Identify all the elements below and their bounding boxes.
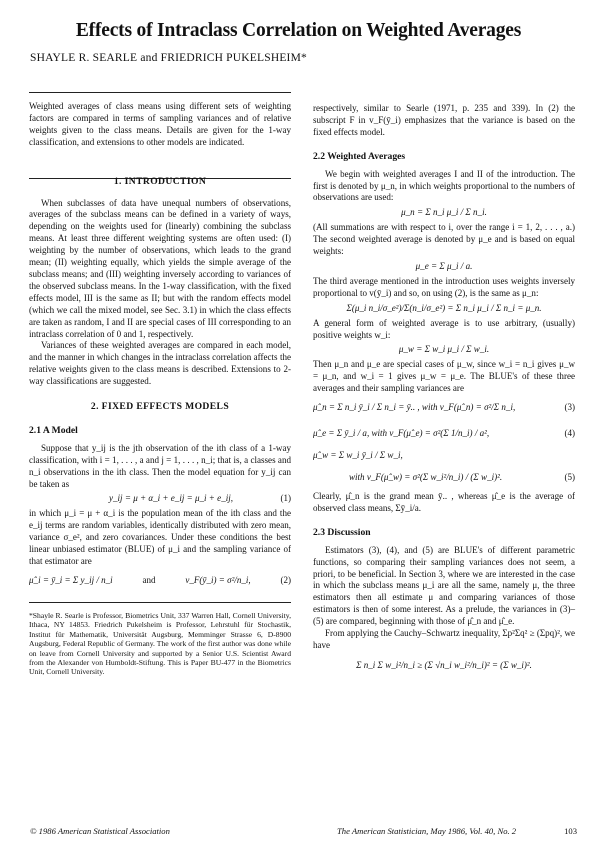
equation-2-number: (2) bbox=[280, 574, 291, 585]
paper-title: Effects of Intraclass Correlation on Weighted Averages bbox=[75, 20, 522, 41]
equation-5a bbox=[313, 447, 575, 465]
equation-2-and: and bbox=[142, 574, 156, 585]
abstract: Weighted averages of class means using different sets of weighting factors are compared in terms of sampling variances and of relative weights given to the class means. Details are given for the 1-way classification, and extensions to other models are indicated. bbox=[29, 101, 291, 147]
equation-3-body: μ̂_n = Σ n_i ȳ_i / Σ n_i = ȳ.. , with v_F(μ̂_n) = σ²/Σ n_i, bbox=[313, 402, 516, 413]
equation-3-number: (3) bbox=[564, 402, 575, 413]
equation-third-average: Σ(μ_i n_i/σ_e²)/Σ(n_i/σ_e²) = Σ n_i μ_i / Σ n_i = μ_n. bbox=[346, 302, 542, 313]
equation-mu-e: μ_e = Σ μ_i / a. bbox=[415, 260, 473, 271]
equation-2 bbox=[29, 568, 291, 594]
model-paragraph-1: Suppose that y_ij is the jth observation of the ith class of a 1-way classification, with i = 1, . . . , a and j = 1, . . . , n_i; that is, a classes and n_i observations in the ith class. Then the model equation for y_ij can be taken as bbox=[29, 442, 291, 489]
equation-5b-body: with v_F(μ̂_w) = σ²(Σ w_i²/n_i) / (Σ w_i)². bbox=[349, 472, 503, 483]
model-heading: 2.1 A Model bbox=[29, 424, 78, 436]
left-column bbox=[29, 101, 291, 677]
right-column bbox=[313, 103, 575, 675]
equation-1 bbox=[29, 493, 291, 505]
discussion-paragraph-1: Estimators (3), (4), and (5) are BLUE's of different parametric functions, so comparing their sampling variances does not seem, a priori, to be beneficial. In Section 3, where we are interested in the case in which the subclass means μ_i are all the same, namely μ, the three estimators then all estimate μ and comparing variances of those estimators is then of some interest. As a prelude, the variances in (3)–(5) are compared, beginning with those of μ̂_n and μ̂_e. bbox=[313, 544, 575, 627]
wa-paragraph-3: The third average mentioned in the introduction uses weights inversely proportional to v(ȳ_i) and so, on using (2), is the same as μ_n: bbox=[313, 275, 575, 298]
wa-paragraph-6: Clearly, μ̂_n is the grand mean ȳ.. , whereas μ̂_e is the average of observed class means, Σȳ_i/a. bbox=[313, 491, 575, 513]
page-number: 103 bbox=[564, 826, 577, 836]
equation-4 bbox=[313, 421, 575, 447]
equation-2-left: μ̂_i = ȳ_i = Σ y_ij / n_i bbox=[29, 574, 113, 585]
equation-1-number: (1) bbox=[280, 493, 291, 504]
journal-citation: The American Statistician, May 1986, Vol. 40, No. 2 bbox=[337, 826, 517, 836]
equation-mu-w: μ_w = Σ w_i μ_i / Σ w_i. bbox=[398, 344, 490, 355]
journal-footer bbox=[337, 826, 577, 836]
equation-2-right: v_F(ȳ_i) = σ²/n_i, bbox=[185, 574, 251, 585]
equation-mu-n: μ_n = Σ n_i μ_i / Σ n_i. bbox=[401, 207, 487, 218]
equation-1-body: y_ij = μ + α_i + e_ij = μ_i + e_ij, bbox=[109, 493, 234, 504]
intro-heading: 1. INTRODUCTION bbox=[113, 175, 207, 187]
footnote-rule bbox=[29, 602, 291, 603]
discussion-paragraph-2: From applying the Cauchy–Schwartz inequality, Σp²Σq² ≥ (Σpq)², we have bbox=[313, 628, 575, 650]
equation-5a-body: μ̂_w = Σ w_i ȳ_i / Σ w_i, bbox=[313, 450, 403, 461]
paper-authors: SHAYLE R. SEARLE and FRIEDRICH PUKELSHEIM* bbox=[30, 52, 307, 64]
wa-paragraph-5: Then μ_n and μ_e are special cases of μ_w, since w_i = n_i gives μ_w = μ_n, and w_i = 1 gives μ_w = μ_e. The BLUE's of these three averages and their sampling variances are bbox=[313, 359, 575, 394]
discussion-heading: 2.3 Discussion bbox=[313, 526, 371, 538]
intro-paragraph-2: Variances of these weighted averages are compared in each model, and the manner in which changes in the intraclass correlation affects the relative weights given to the class means is described. Extensions to 2-way classifications are suggested. bbox=[29, 340, 291, 387]
right-paragraph-0: respectively, similar to Searle (1971, p. 235 and 339). In (2) the subscript F in v_F(ȳ_i) emphasizes that the variance is based on the fixed effects model. bbox=[313, 103, 575, 137]
wa-paragraph-2: (All summations are with respect to i, over the range i = 1, 2, . . . , a.) The second weighted average is denoted by μ_e and is based on equal weights: bbox=[313, 222, 575, 257]
abstract-top-rule bbox=[29, 92, 291, 93]
equation-4-body: μ̂_e = Σ ȳ_i / a, with v_F(μ̂_e) = σ²(Σ 1/n_i) / a², bbox=[313, 428, 490, 439]
equation-3 bbox=[313, 395, 575, 421]
model-paragraph-2: in which μ_i = μ + α_i is the population mean of the ith class and the e_ij terms are random variables, identically distributed with zero mean, variance σ_e², and zero covariances. Under these conditions the best linear unbiased estimator (BLUE) of μ_i and the sampling variance of that estimator are bbox=[29, 508, 291, 566]
copyright-footer: © 1986 American Statistical Association bbox=[30, 826, 170, 836]
intro-paragraph-1: When subclasses of data have unequal numbers of observations, averages of the subclass means can be defined in a variety of ways, depending on the weights used for (linearly) combining the subclass means. At least three different weighting systems are often used: (I) weighting by the number of observations, which leads to the grand mean; (II) weighting equally, which yields the simple average of the subclass means; and (III) weighting inversely according to variances of the observed subclass means. In the 1-way classification, with the fixed effects model, III is the same as II; but with the random effects model (which we call the mixed model, see Sec. 3.1) in which the class effects are taken as random, I and II are special cases of III corresponding to an intraclass correlation of 0 and 1, respectively. bbox=[29, 197, 291, 339]
fixed-effects-heading: 2. FIXED EFFECTS MODELS bbox=[90, 401, 230, 413]
weighted-averages-heading: 2.2 Weighted Averages bbox=[313, 150, 406, 162]
equation-cauchy-schwartz: Σ n_i Σ w_i²/n_i ≥ (Σ √n_i w_i²/n_i)² = (Σ w_i)². bbox=[356, 659, 532, 670]
equation-5b bbox=[313, 465, 575, 491]
equation-4-number: (4) bbox=[564, 428, 575, 439]
wa-paragraph-1: We begin with weighted averages I and II of the introduction. The first is denoted by μ_n, in which weights proportional to the numbers of observations are used: bbox=[313, 168, 575, 203]
author-footnote: *Shayle R. Searle is Professor, Biometrics Unit, 337 Warren Hall, Cornell University, Ithaca, NY 14853. Friedrich Pukelsheim is Professor, Lehrstuhl für Stochastik, Institut für Mathematik, Universität Augsburg, Memminger Strasse 6, D-8900 Augsburg, Federal Republic of Germany. The work of the first author was done while on leave from Cornell University and supported by a Senior U.S. Scientist Award from the Alexander von Humboldt-Stiftung. This is Paper BU-477 in the Biometrics Unit, Cornell University. bbox=[29, 610, 291, 677]
wa-paragraph-4: A general form of weighted average is to use arbitrary, (usually) positive weights w_i: bbox=[313, 317, 575, 340]
equation-5-number: (5) bbox=[564, 472, 575, 483]
